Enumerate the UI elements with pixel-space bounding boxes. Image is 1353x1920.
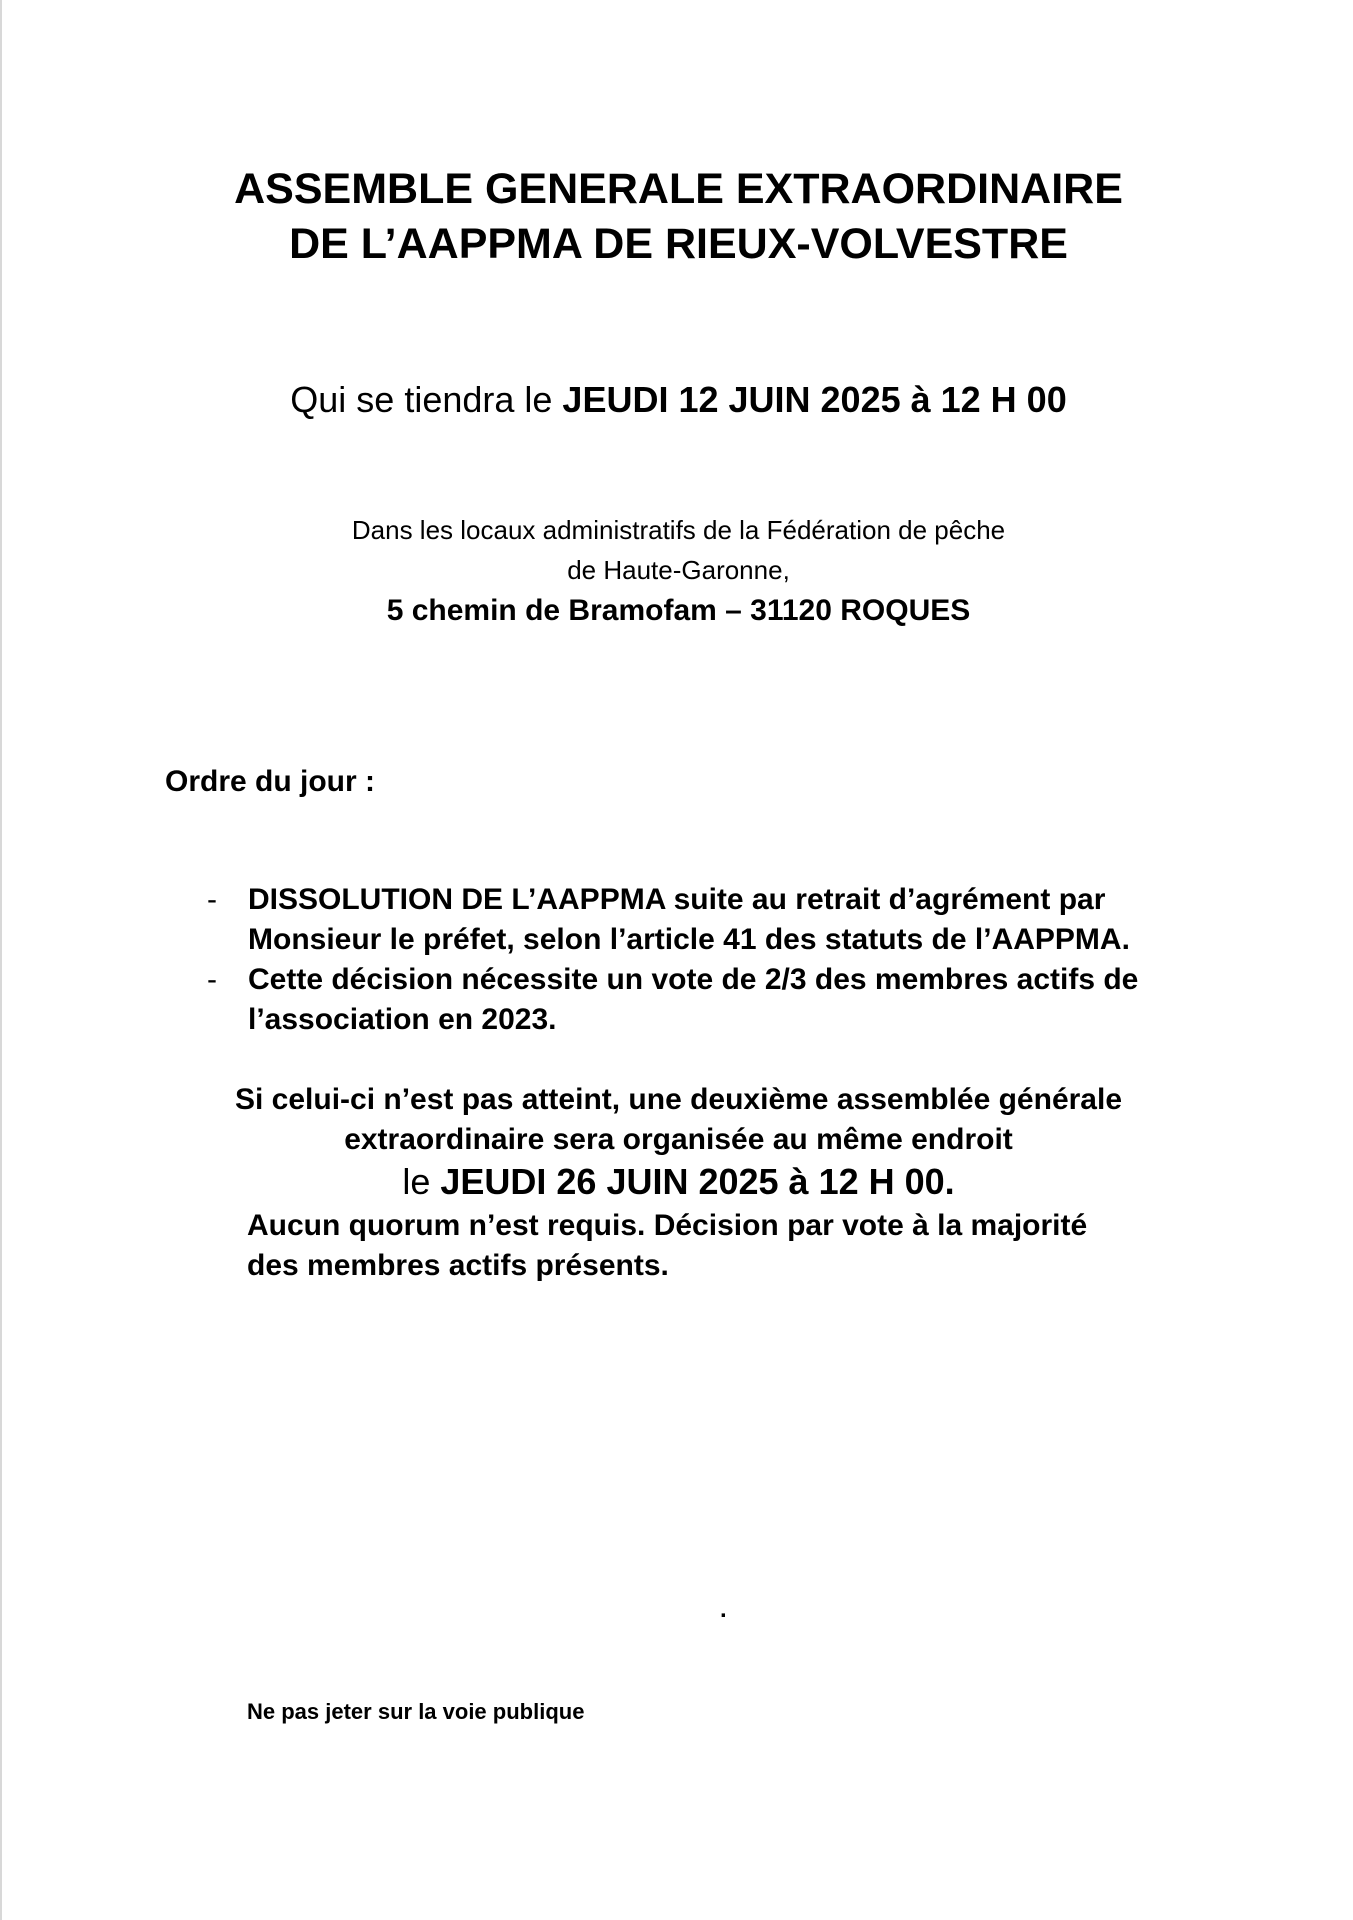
second-meeting-prefix: le	[402, 1161, 441, 1202]
quorum-note	[247, 1206, 1087, 1286]
agenda-item-line-1: Cette décision nécessite un vote de 2/3 des membres actifs de	[248, 963, 1139, 996]
location-line-2: de Haute-Garonne,	[567, 555, 790, 585]
title-line-1: ASSEMBLE GENERALE EXTRAORDINAIRE	[234, 165, 1123, 213]
title-line-2: DE L’AAPPMA DE RIEUX-VOLVESTRE	[289, 220, 1068, 268]
agenda-item	[2, 960, 1353, 1040]
agenda-item-line-2: Monsieur le préfet, selon l’article 41 des statuts de l’AAPPMA.	[248, 923, 1130, 956]
quorum-line-2: des membres actifs présents.	[247, 1249, 669, 1282]
note-line-1: Si celui-ci n’est pas atteint, une deuxième assemblée générale	[234, 1083, 1123, 1116]
location-address: 5 chemin de Bramofam – 31120 ROQUES	[386, 594, 971, 627]
agenda-list	[2, 880, 1353, 1040]
agenda-title: Ordre du jour :	[165, 765, 375, 798]
quorum-line-1: Aucun quorum n’est requis. Décision par vote à la majorité	[247, 1209, 1088, 1242]
agenda-item-line-1: DISSOLUTION DE L’AAPPMA suite au retrait d’agrément par	[248, 883, 1106, 916]
note-line-2: extraordinaire sera organisée au même endroit	[344, 1123, 1013, 1156]
second-meeting-date	[2, 1160, 1353, 1204]
agenda-item	[2, 880, 1353, 960]
location-line-1: Dans les locaux administratifs de la Fédération de pêche	[351, 515, 1006, 545]
stray-dot: .	[720, 1596, 727, 1623]
list-dash: -	[207, 963, 217, 996]
footer-notice: Ne pas jeter sur la voie publique	[247, 1699, 585, 1724]
second-meeting-note	[2, 1080, 1353, 1204]
agenda-item-line-2: l’association en 2023.	[248, 1003, 557, 1036]
meeting-date	[2, 378, 1353, 422]
meeting-location	[2, 510, 1353, 632]
document-title	[2, 162, 1353, 272]
meeting-date-value: JEUDI 12 JUIN 2025 à 12 H 00	[562, 379, 1067, 420]
second-meeting-date-value: JEUDI 26 JUIN 2025 à 12 H 00.	[440, 1161, 955, 1202]
meeting-prefix: Qui se tiendra le	[290, 379, 563, 420]
list-dash: -	[207, 883, 217, 916]
